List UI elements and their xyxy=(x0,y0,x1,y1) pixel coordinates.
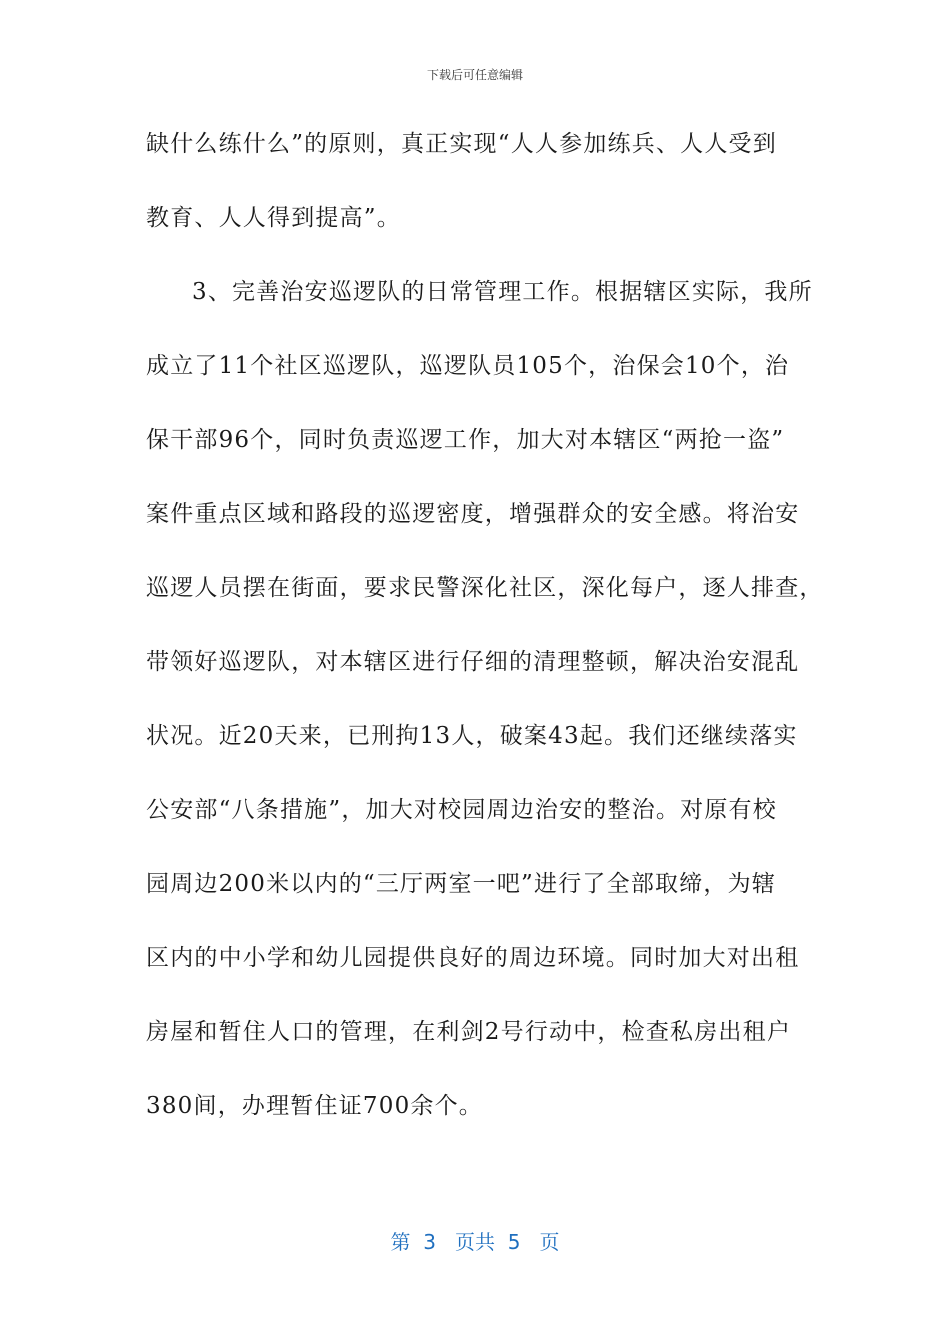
text-line: 3、完善治安巡逻队的日常管理工作。根据辖区实际，我所 xyxy=(192,279,813,305)
page-header: 下载后可任意编辑 xyxy=(426,68,523,82)
document-body xyxy=(146,124,824,1160)
text-line: 状况。近20天来，已刑拘13人，破案43起。我们还继续落实 xyxy=(146,723,798,749)
text-line: 公安部“八条措施”，加大对校园周边治安的整治。对原有校 xyxy=(146,797,777,823)
text-line: 房屋和暂住人口的管理，在利剑2号行动中，检查私房出租户 xyxy=(146,1019,792,1045)
text-line: 保干部96个，同时负责巡逻工作，加大对本辖区“两抢一盗” xyxy=(146,427,785,453)
text-line: 带领好巡逻队，对本辖区进行仔细的清理整顿，解决治安混乱 xyxy=(146,649,800,675)
text-line: 成立了11个社区巡逻队，巡逻队员105个，治保会10个，治 xyxy=(146,353,790,379)
text-line: 园周边200米以内的“三厅两室一吧”进行了全部取缔，为辖 xyxy=(146,871,777,897)
text-line: 区内的中小学和幼儿园提供良好的周边环境。同时加大对出租 xyxy=(146,945,800,971)
page-number: 第 3 页共 5 页 xyxy=(390,1230,560,1254)
text-line: 巡逻人员摆在街面，要求民警深化社区，深化每户，逐人排查， xyxy=(146,575,824,601)
text-line: 缺什么练什么”的原则，真正实现“人人参加练兵、人人受到 xyxy=(146,131,777,157)
text-line: 教育、人人得到提高”。 xyxy=(146,205,401,231)
text-line: 380间，办理暂住证700余个。 xyxy=(146,1093,483,1119)
text-line: 案件重点区域和路段的巡逻密度，增强群众的安全感。将治安 xyxy=(146,501,800,527)
